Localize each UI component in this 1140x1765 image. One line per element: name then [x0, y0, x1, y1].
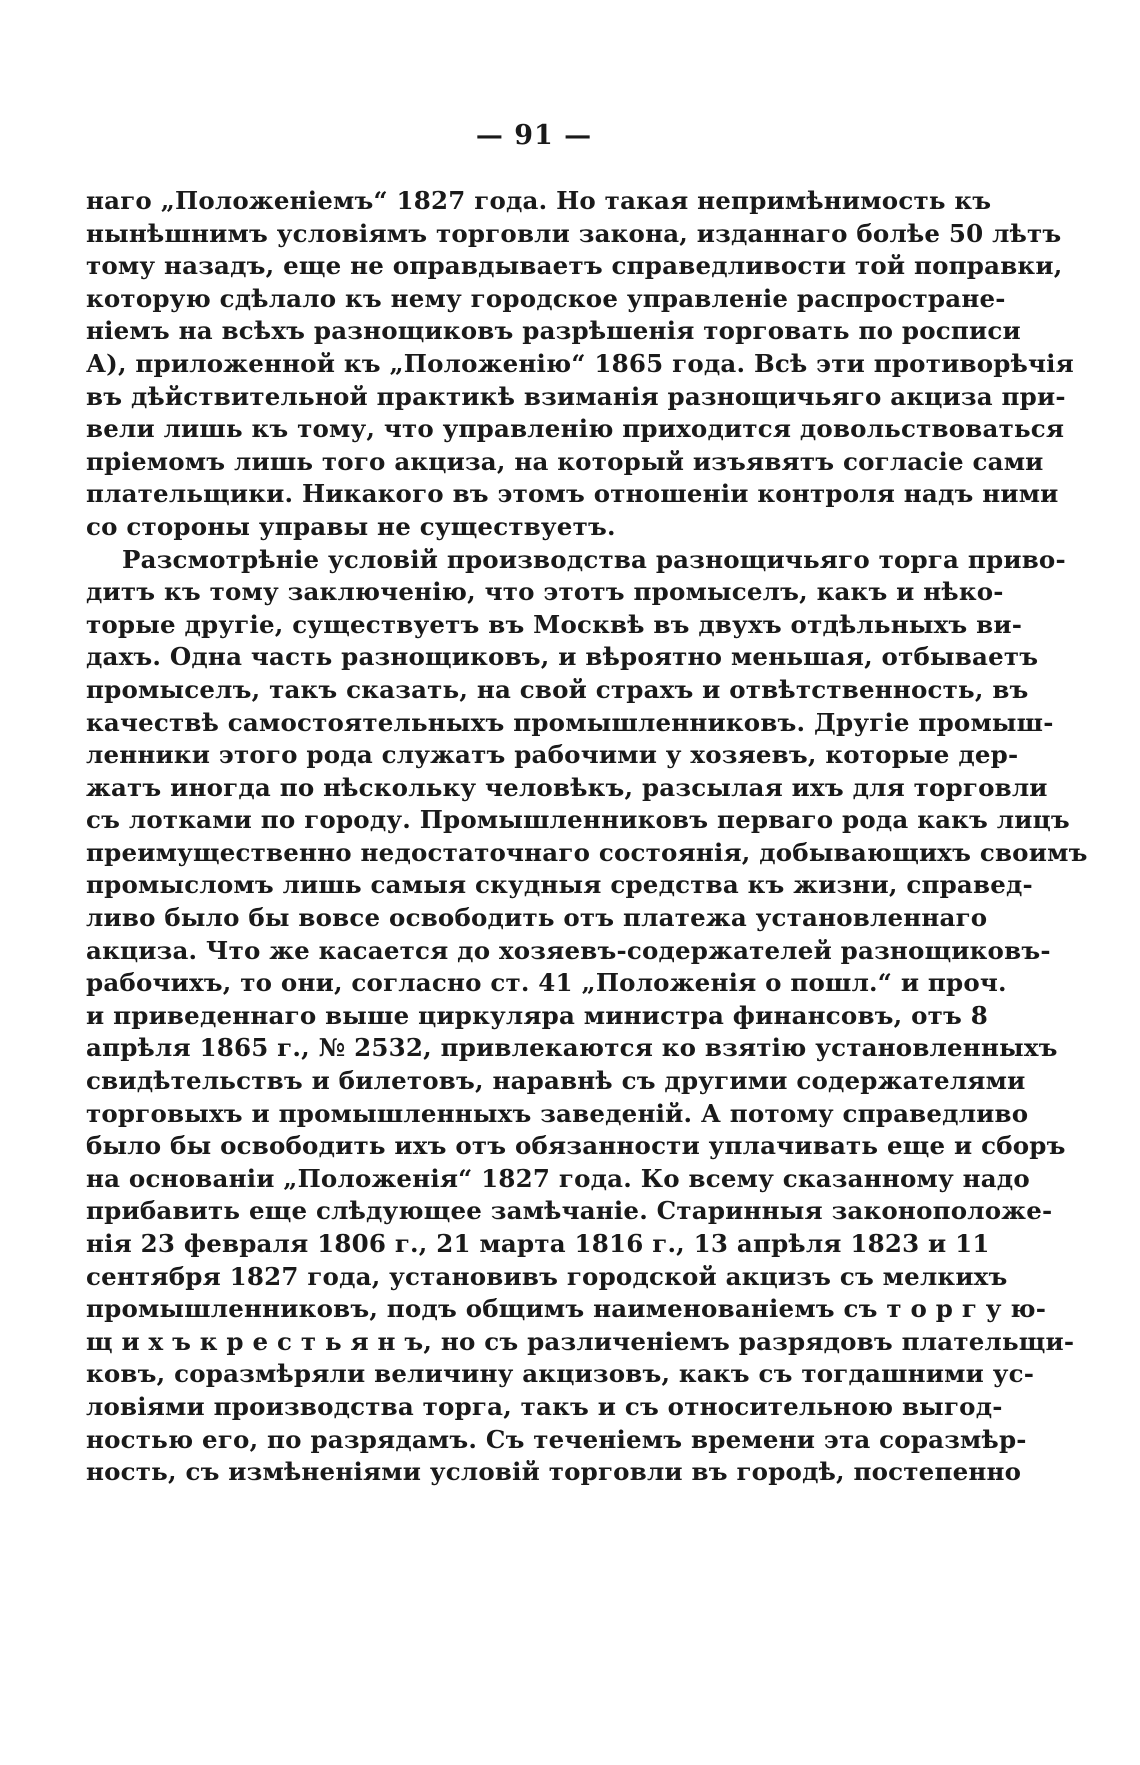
- text-line: свидѣтельствъ и билетовъ, наравнѣ съ другими содержателями: [86, 1066, 1026, 1096]
- text-line: плательщики. Никакого въ этомъ отношеніи контроля надъ ними: [86, 479, 1059, 509]
- text-line: промыселъ, такъ сказать, на свой страхъ и отвѣтственность, въ: [86, 674, 1029, 704]
- text-line: съ лотками по городу. Промышленниковъ перваго рода какъ лицъ: [86, 805, 1070, 835]
- text-line: рабочихъ, то они, согласно ст. 41 „Положенія о пошл.“ и проч.: [86, 968, 1007, 998]
- page-number: — 91 —: [475, 120, 593, 151]
- text-line: сентября 1827 года, установивъ городской акцизъ съ мелкихъ: [86, 1261, 1008, 1291]
- paragraph: [86, 544, 1088, 1489]
- body-text: [86, 185, 1088, 1489]
- text-line: качествѣ самостоятельныхъ промышленниковъ. Другіе промыш-: [86, 707, 1054, 737]
- text-line: тому назадъ, еще не оправдываетъ справедливости той поправки,: [86, 251, 1063, 281]
- text-line: торые другіе, существуетъ въ Москвѣ въ двухъ отдѣльныхъ ви-: [86, 609, 1023, 639]
- text-line: акциза. Что же касается до хозяевъ-содержателей разнощиковъ-: [86, 935, 1051, 965]
- text-line: нія 23 февраля 1806 г., 21 марта 1816 г., 13 апрѣля 1823 и 11: [86, 1229, 990, 1258]
- text-line: наго „Положеніемъ“ 1827 года. Но такая непримѣнимость къ: [86, 186, 992, 215]
- text-line: дитъ къ тому заключенію, что этотъ промыселъ, какъ и нѣко-: [86, 577, 1004, 607]
- text-line: ловіями производства торга, такъ и съ относительною выгод-: [86, 1391, 1003, 1421]
- text-line: ніемъ на всѣхъ разнощиковъ разрѣшенія торговать по росписи: [86, 316, 1021, 346]
- text-line: ковъ, соразмѣряли величину акцизовъ, какъ съ тогдашними ус-: [86, 1359, 1035, 1389]
- text-line: дахъ. Одна часть разнощиковъ, и вѣроятно меньшая, отбываетъ: [86, 642, 1039, 672]
- text-line: и приведеннаго выше циркуляра министра финансовъ, отъ 8: [86, 1000, 989, 1030]
- text-line: на основаніи „Положенія“ 1827 года. Ко всему сказанному надо: [86, 1163, 1030, 1193]
- text-line: промышленниковъ, подъ общимъ наименованіемъ съ т о р г у ю-: [86, 1294, 1047, 1324]
- text-line: ливо было бы вовсе освободить отъ платежа установленнаго: [86, 903, 988, 933]
- text-line: въ дѣйствительной практикѣ взиманія разнощичьяго акциза при-: [86, 381, 1066, 411]
- text-line: ность, съ измѣненіями условій торговли въ городѣ, постепенно: [86, 1457, 1022, 1487]
- text-line: преимущественно недостаточнаго состоянія, добывающихъ своимъ: [86, 837, 1088, 867]
- text-line: которую сдѣлало къ нему городское управленіе распростране-: [86, 283, 1006, 313]
- text-line: апрѣля 1865 г., № 2532, привлекаются ко взятію установленныхъ: [86, 1033, 1058, 1063]
- text-line: щ и х ъ к р е с т ь я н ъ, но съ различеніемъ разрядовъ плательщи-: [86, 1326, 1075, 1356]
- text-line: ленники этого рода служатъ рабочими у хозяевъ, которые дер-: [86, 740, 1019, 770]
- text-line: ностью его, по разрядамъ. Съ теченіемъ времени эта соразмѣр-: [86, 1424, 1027, 1454]
- text-line: прибавить еще слѣдующее замѣчаніе. Старинныя законоположе-: [86, 1196, 1053, 1226]
- paragraph: [86, 185, 1074, 544]
- text-line: жатъ иногда по нѣскольку человѣкъ, разсылая ихъ для торговли: [86, 772, 1048, 802]
- text-line: промысломъ лишь самыя скудныя средства къ жизни, справед-: [86, 870, 1033, 900]
- text-line: торговыхъ и промышленныхъ заведеній. А потому справедливо: [86, 1098, 1029, 1128]
- text-line: пріемомъ лишь того акциза, на который изъявятъ согласіе сами: [86, 446, 1044, 476]
- document-page: [86, 120, 1088, 1489]
- text-line: со стороны управы не существуетъ.: [86, 511, 616, 541]
- text-line: нынѣшнимъ условіямъ торговли закона, изданнаго болѣе 50 лѣтъ: [86, 218, 1062, 248]
- text-line: было бы освободить ихъ отъ обязанности уплачивать еще и сборъ: [86, 1131, 1066, 1161]
- text-line: А), приложенной къ „Положенію“ 1865 года. Всѣ эти противорѣчія: [86, 348, 1074, 378]
- text-line: вели лишь къ тому, что управленію приходится довольствоваться: [86, 414, 1065, 444]
- text-line: Разсмотрѣніе условій производства разнощичьяго торга приво-: [122, 544, 1066, 574]
